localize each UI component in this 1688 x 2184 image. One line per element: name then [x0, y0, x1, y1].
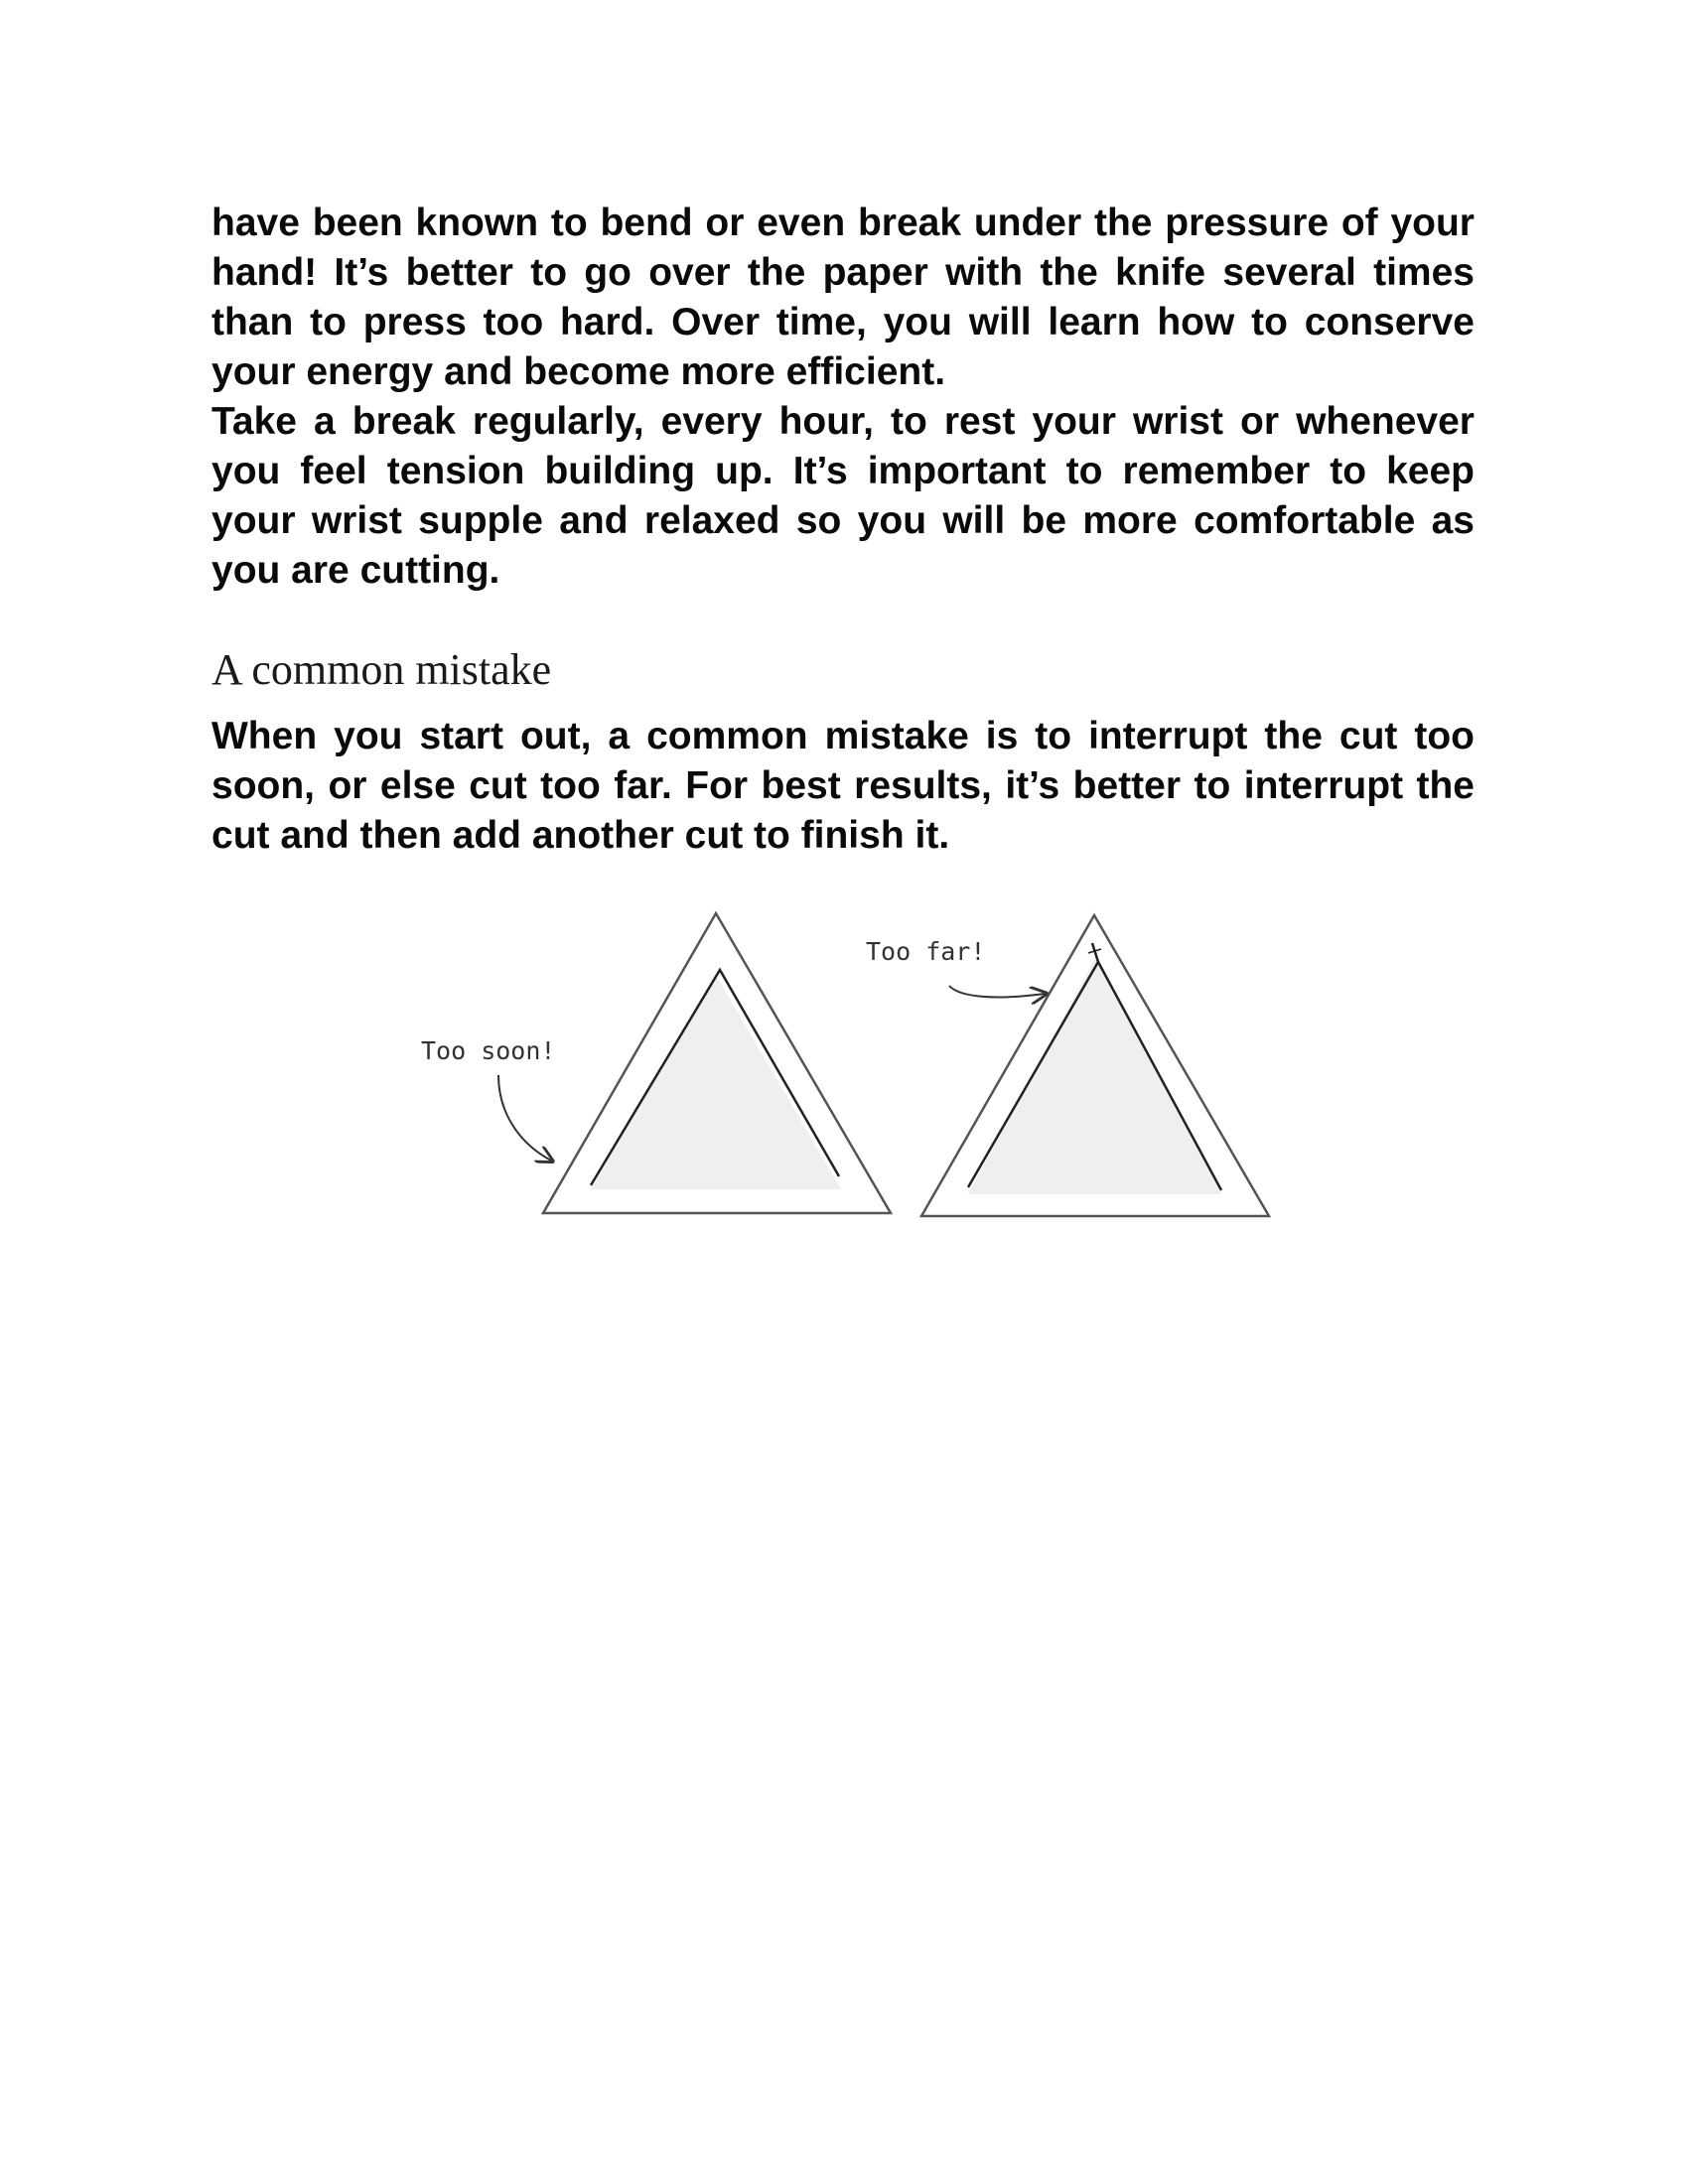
arrow-too-far: [949, 986, 1045, 997]
label-too-soon: Too soon!: [421, 1036, 556, 1065]
illustration-svg: [407, 893, 1301, 1231]
arrow-too-soon: [498, 1075, 551, 1160]
cut-out-shape-right: [968, 958, 1221, 1194]
paragraph-common-mistake: When you start out, a common mistake is to interrupt the cut too soon, or else cut too far. For best results, it’s better to interrupt the cut and then add another cut to finish it.: [211, 715, 1475, 857]
paragraph-take-a-break: Take a break regularly, every hour, to rest your wrist or whenever you feel tension building up. It’s important to remember to keep your wrist supple and relaxed so you will be more comfortable as you are cutting.: [211, 400, 1475, 592]
paragraph-pressure: have been known to bend or even break under the pressure of your hand! It’s better to go over the paper with the knife several times than to press too hard. Over time, you will learn how to conserve your energy and become more efficient.: [211, 202, 1475, 393]
cut-out-shape-left: [591, 975, 841, 1189]
label-too-far: Too far!: [866, 937, 986, 966]
section-heading: A common mistake: [211, 645, 552, 694]
triangle-too-soon: [543, 913, 891, 1213]
cutting-mistake-illustration: [407, 893, 1301, 1231]
